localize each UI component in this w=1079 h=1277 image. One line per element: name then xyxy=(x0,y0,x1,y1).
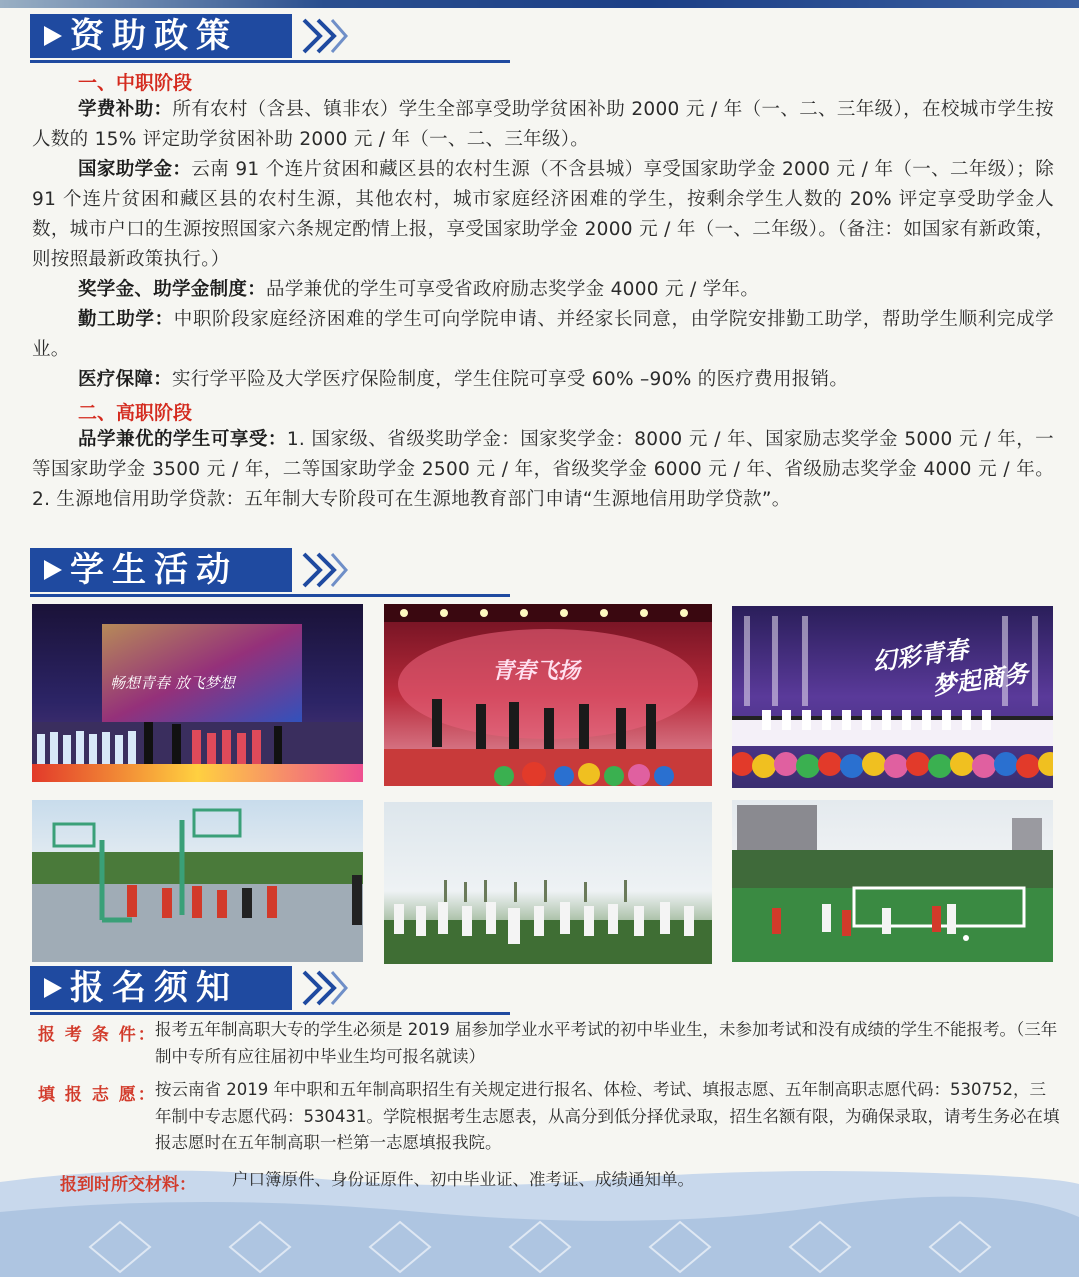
section-title: 报名须知 xyxy=(70,968,238,1008)
photo-football-illustration xyxy=(732,800,1053,962)
header-underline xyxy=(30,60,510,63)
photo-basketball-illustration xyxy=(32,800,363,962)
paragraph-text: 1. 国家级、省级奖助学金：国家奖学金：8000 元 / 年、国家励志奖学金 5000 元 / 年，一等国家助学金 3500 元 / 年，二等国家助学金 2500 元 / 年，省级奖学金 6000 元 / 年、省级励志奖学金 4000 元 / 年。2. 生源地信用助学贷款：五年制大专阶段可在生源地教育部门申请“生源地信用助学贷款”。 xyxy=(32,429,1054,510)
paragraph-label: 奖学金、助学金制度： xyxy=(78,279,267,300)
paragraph-work-study xyxy=(32,305,1054,365)
play-triangle-icon xyxy=(44,560,62,580)
photo-dance-show-illustration xyxy=(384,604,712,786)
photo-stage-performance-illustration xyxy=(32,604,363,782)
paragraph-label: 勤工助学： xyxy=(78,309,174,330)
banner-text: 幻彩青春 xyxy=(870,634,970,677)
banner-text: 梦起商务 xyxy=(930,658,1030,701)
banner-text: 青春飞扬 xyxy=(492,658,581,684)
section-title: 学生活动 xyxy=(70,550,238,590)
enroll-text-materials: 户口簿原件、身份证原件、初中毕业证、准考证、成绩通知单。 xyxy=(232,1170,694,1189)
play-triangle-icon xyxy=(44,26,62,46)
paragraph-label: 学费补助： xyxy=(78,99,173,120)
paragraph-label: 医疗保障： xyxy=(78,369,173,390)
double-chevron-icon xyxy=(298,550,348,590)
photo-basketball xyxy=(32,800,363,962)
paragraph-text: 实行学平险及大学医疗保险制度，学生住院可享受 60% –90% 的医疗费用报销。 xyxy=(172,369,849,390)
paragraph-text: 中职阶段家庭经济困难的学生可向学院申请、并经家长同意，由学院安排勤工助学，帮助学生顺利完成学业。 xyxy=(32,309,1054,360)
section-header-enrollment xyxy=(30,966,510,1016)
paragraph-text: 所有农村（含县、镇非农）学生全部享受助学贫困补助 2000 元 / 年（一、二、三年级），在校城市学生按人数的 15% 评定助学贫困补助 2000 元 / 年（一、二、三年级）。 xyxy=(32,99,1054,150)
paragraph-scholarship xyxy=(32,275,1054,305)
header-underline xyxy=(30,594,510,597)
enroll-text-requirements: 报考五年制高职大专的学生必须是 2019 届参加学业水平考试的初中毕业生，未参加考试和没有成绩的学生不能报考。（三年制中专所有应往届初中毕业生均可报名就读） xyxy=(155,1020,1058,1066)
sub-title-higher-vocational: 二、高职阶段 xyxy=(78,402,193,424)
photo-tai-chi-illustration xyxy=(384,802,712,964)
double-chevron-icon xyxy=(298,968,348,1008)
sub-title-vocational: 一、中职阶段 xyxy=(78,72,193,94)
top-decorative-strip xyxy=(0,0,1079,8)
paragraph-text: 云南 91 个连片贫困和藏区县的农村生源（不含县城）享受国家助学金 2000 元 / 年（一、二年级）；除 91 个连片贫困和藏区县的农村生源，其他农村，城市家庭经济困难的学生，按剩余学生人数的 20% 评定享受助学金人数，城市户口的生源按照国家六条规定酌情上报，享受国家助学金 2000 元 / 年（一、二年级）。（备注：如国家有新政策，则按照最新政策执行。） xyxy=(32,159,1054,270)
enroll-label-application: 填 报 志 愿： xyxy=(38,1085,157,1105)
paragraph-label: 品学兼优的学生可享受： xyxy=(78,429,287,450)
photo-football xyxy=(732,800,1053,962)
photo-stage-performance xyxy=(32,604,363,782)
header-underline xyxy=(30,1012,510,1015)
paragraph-tuition-aid xyxy=(32,95,1054,155)
paragraph-merit-students xyxy=(32,425,1054,515)
paragraph-medical xyxy=(32,365,1054,395)
section-title: 资助政策 xyxy=(70,16,238,56)
paragraph-label: 国家助学金： xyxy=(78,159,192,180)
photo-chorus-stage xyxy=(732,606,1053,788)
photo-dance-show xyxy=(384,604,712,786)
photo-chorus-stage-illustration xyxy=(732,606,1053,788)
paragraph-national-grant xyxy=(32,155,1054,275)
enroll-label-materials: 报到时所交材料： xyxy=(60,1175,196,1195)
enroll-text-application: 按云南省 2019 年中职和五年制高职招生有关规定进行报名、体检、考试、填报志愿、五年制高职志愿代码：530752，三年制中专志愿代码：530431。学院根据考生志愿表，从高分到低分择优录取，招生名额有限，为确保录取，请考生务必在填报志愿时在五年制高职一栏第一志愿填报我院。 xyxy=(155,1080,1060,1152)
section-header-aid-policy xyxy=(30,14,510,64)
play-triangle-icon xyxy=(44,978,62,998)
enroll-label-requirements: 报 考 条 件： xyxy=(38,1025,157,1045)
banner-text: 畅想青春 放飞梦想 xyxy=(110,674,235,692)
photo-tai-chi xyxy=(384,802,712,964)
section-header-activities xyxy=(30,548,510,598)
paragraph-text: 品学兼优的学生可享受省政府励志奖学金 4000 元 / 学年。 xyxy=(266,279,760,300)
double-chevron-icon xyxy=(298,16,348,56)
